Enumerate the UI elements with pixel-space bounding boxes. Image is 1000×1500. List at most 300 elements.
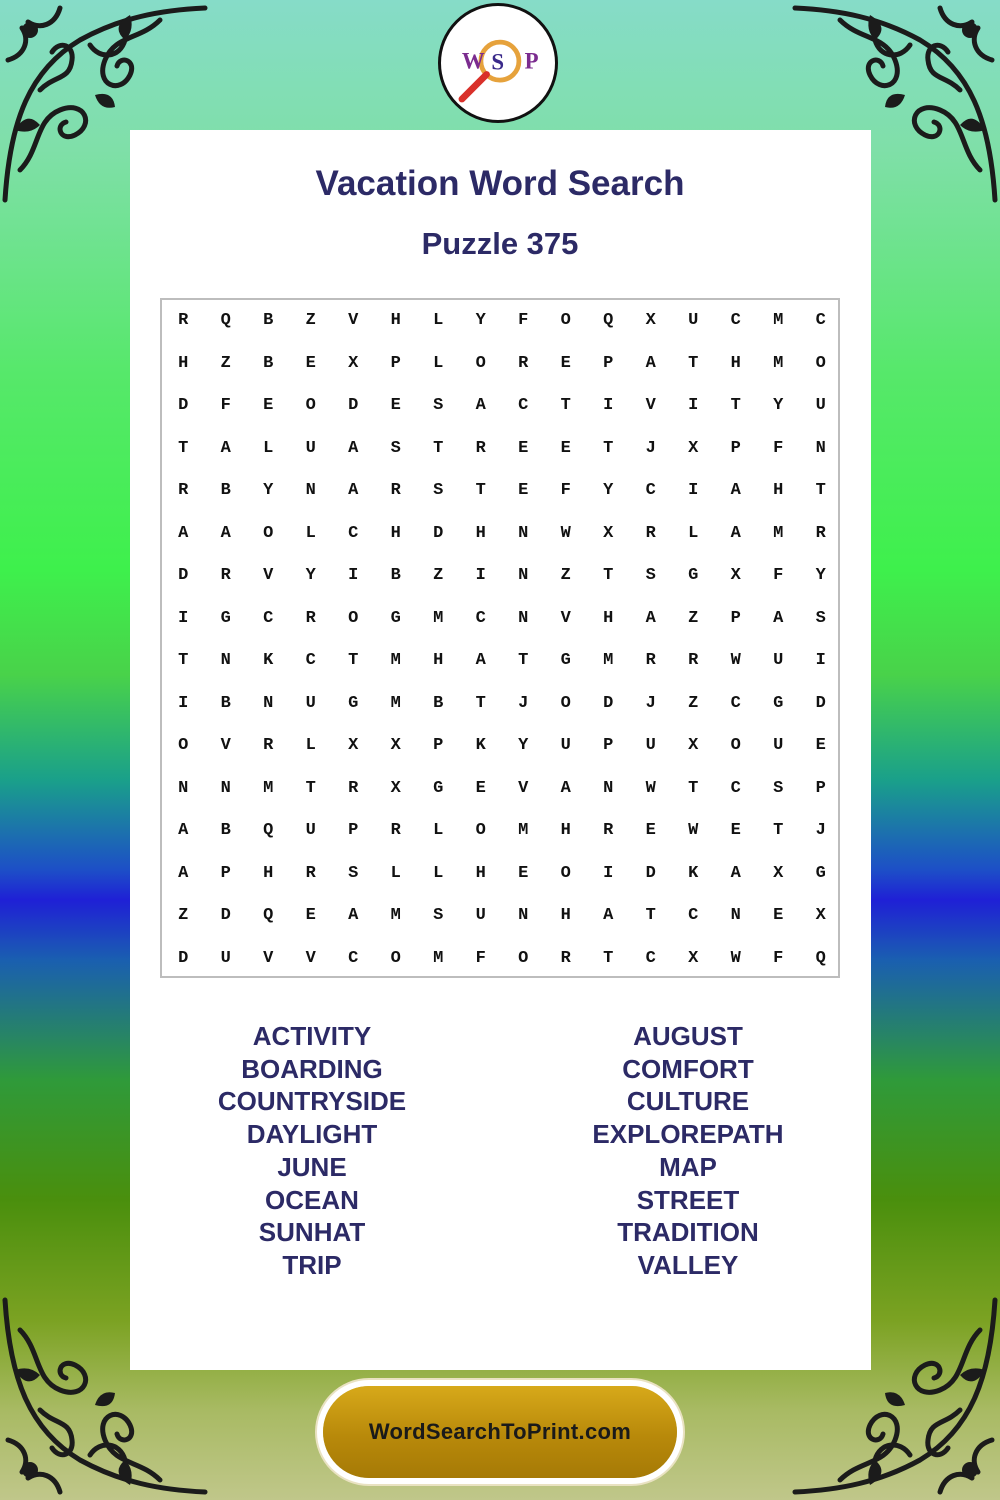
grid-cell[interactable]: S (433, 396, 444, 415)
letter-grid[interactable] (160, 298, 840, 978)
grid-cell[interactable]: R (688, 651, 699, 670)
grid-cell[interactable]: A (178, 863, 189, 883)
grid-cell[interactable]: U (773, 651, 784, 670)
grid-cell[interactable]: V (263, 566, 274, 585)
word-list-item: COUNTRYSIDE (217, 1086, 407, 1117)
grid-cell[interactable]: G (773, 693, 784, 713)
grid-cell[interactable]: U (475, 906, 486, 925)
grid-cell[interactable]: A (178, 821, 189, 840)
grid-cell[interactable]: A (773, 608, 784, 628)
grid-cell[interactable]: P (220, 863, 231, 883)
grid-cell[interactable]: E (560, 353, 571, 373)
grid-cell[interactable]: X (773, 863, 784, 883)
grid-cell[interactable]: T (815, 481, 826, 500)
grid-cell[interactable]: H (433, 651, 444, 670)
grid-cell[interactable]: G (390, 608, 401, 628)
grid-cell[interactable]: O (178, 736, 189, 755)
grid-cell[interactable]: F (773, 438, 784, 458)
grid-cell[interactable]: V (305, 948, 316, 968)
grid-cell[interactable]: E (518, 481, 529, 500)
grid-cell[interactable]: D (178, 948, 189, 968)
grid-cell[interactable]: H (475, 523, 486, 543)
grid-cell[interactable]: U (688, 311, 699, 330)
grid-cell[interactable]: F (773, 948, 784, 968)
grid-cell[interactable]: G (433, 778, 444, 798)
grid-cell[interactable]: N (178, 778, 189, 798)
grid-cell[interactable]: R (560, 948, 571, 968)
grid-cell[interactable]: E (773, 906, 784, 925)
website-banner[interactable] (323, 1386, 677, 1478)
word-list-item: JUNE (277, 1151, 347, 1182)
grid-cell[interactable]: Z (688, 608, 699, 628)
wsp-logo (438, 3, 558, 123)
grid-cell[interactable]: C (730, 693, 741, 713)
grid-cell[interactable]: W (645, 778, 656, 798)
word-list-item: CULTURE (626, 1086, 750, 1117)
grid-cell[interactable]: P (730, 438, 741, 458)
grid-cell[interactable]: Z (305, 311, 316, 330)
grid-row (162, 810, 838, 853)
grid-cell[interactable]: U (645, 736, 656, 755)
word-list-item: STREET (636, 1184, 740, 1215)
grid-cell[interactable]: G (220, 608, 231, 628)
word-list-item: MAP (659, 1151, 717, 1182)
grid-cell[interactable]: M (390, 651, 401, 670)
grid-cell[interactable]: O (348, 608, 359, 628)
grid-cell[interactable]: V (645, 396, 656, 415)
grid-cell[interactable]: O (390, 948, 401, 968)
grid-cell[interactable]: A (645, 608, 656, 628)
grid-cell[interactable]: O (560, 693, 571, 713)
word-list-item: DAYLIGHT (246, 1119, 378, 1150)
grid-cell[interactable]: Z (178, 906, 189, 925)
grid-cell[interactable]: Y (305, 566, 316, 585)
grid-cell[interactable]: A (730, 481, 741, 500)
word-list-item: TRADITION (617, 1217, 759, 1248)
grid-cell[interactable]: H (560, 906, 571, 925)
grid-cell[interactable]: C (815, 311, 826, 330)
grid-cell[interactable]: R (263, 736, 274, 755)
grid-cell[interactable]: E (305, 353, 316, 373)
grid-cell[interactable]: R (305, 863, 316, 883)
grid-cell[interactable]: B (220, 693, 231, 713)
grid-cell[interactable]: A (348, 481, 359, 500)
grid-cell[interactable]: H (603, 608, 614, 628)
grid-cell[interactable]: X (390, 736, 401, 755)
grid-cell[interactable]: A (348, 906, 359, 925)
grid-cell[interactable]: O (518, 948, 529, 968)
grid-cell[interactable]: Q (263, 821, 274, 840)
grid-cell[interactable]: A (730, 523, 741, 543)
grid-cell[interactable]: Y (475, 311, 486, 330)
grid-cell[interactable]: S (433, 481, 444, 500)
grid-row (162, 725, 838, 768)
grid-row (162, 853, 838, 896)
grid-cell[interactable]: M (263, 778, 274, 798)
grid-cell[interactable]: O (475, 821, 486, 840)
word-list-item: VALLEY (637, 1249, 739, 1280)
grid-cell[interactable]: Y (518, 736, 529, 755)
word-list-item: AUGUST (633, 1021, 743, 1051)
grid-cell[interactable]: L (433, 863, 444, 883)
grid-cell[interactable]: M (390, 906, 401, 925)
grid-row (162, 513, 838, 556)
grid-cell[interactable]: N (305, 481, 316, 500)
grid-cell[interactable]: D (645, 863, 656, 883)
word-list-item: ACTIVITY (252, 1021, 372, 1051)
grid-cell[interactable]: I (688, 481, 699, 500)
word-list-item: EXPLOREPATH (592, 1119, 784, 1150)
grid-cell[interactable]: C (263, 608, 274, 628)
grid-cell[interactable]: X (730, 566, 741, 585)
grid-cell[interactable]: Q (220, 311, 231, 330)
grid-cell[interactable]: R (645, 523, 656, 543)
grid-cell[interactable]: E (305, 906, 316, 925)
grid-cell[interactable]: L (688, 523, 699, 543)
grid-cell[interactable]: F (475, 948, 486, 968)
grid-cell[interactable]: L (263, 438, 274, 458)
grid-cell[interactable]: O (560, 311, 571, 330)
grid-cell[interactable]: B (263, 311, 274, 330)
grid-cell[interactable]: H (178, 353, 189, 373)
grid-cell[interactable]: C (348, 948, 359, 968)
grid-cell[interactable]: R (178, 311, 189, 330)
grid-cell[interactable]: C (475, 608, 486, 628)
grid-cell[interactable]: G (815, 863, 826, 883)
grid-cell[interactable]: E (560, 438, 571, 458)
grid-cell[interactable]: R (220, 566, 231, 585)
grid-cell[interactable]: G (348, 693, 359, 713)
grid-cell[interactable]: F (220, 396, 231, 415)
grid-cell[interactable]: Q (815, 948, 826, 968)
grid-cell[interactable]: I (688, 396, 699, 415)
grid-cell[interactable]: S (773, 778, 784, 798)
grid-cell[interactable]: V (560, 608, 571, 628)
grid-row (162, 938, 838, 981)
grid-cell[interactable]: P (730, 608, 741, 628)
grid-cell[interactable]: Q (263, 906, 274, 925)
grid-cell[interactable]: G (688, 566, 699, 585)
word-list-item: SUNHAT (258, 1217, 366, 1248)
grid-cell[interactable]: E (518, 438, 529, 458)
grid-cell[interactable]: R (390, 821, 401, 840)
grid-cell[interactable]: S (433, 906, 444, 925)
grid-cell[interactable]: X (603, 523, 614, 543)
grid-cell[interactable]: C (645, 948, 656, 968)
grid-cell[interactable]: N (815, 438, 826, 458)
grid-cell[interactable]: B (263, 353, 274, 373)
grid-cell[interactable]: R (348, 778, 359, 798)
grid-cell[interactable]: L (433, 353, 444, 373)
grid-cell[interactable]: F (773, 566, 784, 585)
grid-row (162, 470, 838, 513)
grid-cell[interactable]: X (688, 948, 699, 968)
grid-cell[interactable]: V (263, 948, 274, 968)
word-list-item: COMFORT (622, 1053, 754, 1084)
grid-cell[interactable]: X (645, 311, 656, 330)
grid-cell[interactable]: N (263, 693, 274, 713)
grid-cell[interactable]: T (348, 651, 359, 670)
grid-cell[interactable]: T (688, 778, 699, 798)
grid-cell[interactable]: C (348, 523, 359, 543)
grid-cell[interactable]: A (645, 353, 656, 373)
grid-cell[interactable]: Y (815, 566, 826, 585)
grid-cell[interactable]: J (518, 693, 529, 713)
grid-cell[interactable]: Q (603, 311, 614, 330)
logo-letter-s: S (491, 49, 505, 75)
grid-cell[interactable]: D (348, 396, 359, 415)
grid-cell[interactable]: W (730, 948, 741, 968)
grid-cell[interactable]: T (603, 948, 614, 968)
word-list-item: TRIP (282, 1249, 342, 1280)
grid-cell[interactable]: M (518, 821, 529, 840)
grid-cell[interactable]: F (560, 481, 571, 500)
grid-cell[interactable]: J (645, 693, 656, 713)
puzzle-number: Puzzle 375 (421, 226, 579, 261)
grid-cell[interactable]: Y (603, 481, 614, 500)
grid-cell[interactable]: A (348, 438, 359, 458)
grid-cell[interactable]: D (433, 523, 444, 543)
grid-cell[interactable]: E (815, 736, 826, 755)
grid-cell[interactable]: N (518, 608, 529, 628)
grid-cell[interactable]: I (178, 693, 189, 713)
grid-row (162, 640, 838, 683)
grid-cell[interactable]: J (815, 821, 826, 840)
grid-cell[interactable]: A (730, 863, 741, 883)
grid-cell[interactable]: P (815, 778, 826, 798)
grid-cell[interactable]: T (178, 651, 189, 670)
grid-row (162, 428, 838, 471)
grid-row (162, 555, 838, 598)
grid-cell[interactable]: I (603, 396, 614, 415)
grid-cell[interactable]: X (688, 736, 699, 755)
logo-letter-w: W (461, 48, 485, 74)
grid-cell[interactable]: C (730, 311, 741, 330)
grid-cell[interactable]: R (305, 608, 316, 628)
grid-cell[interactable]: E (263, 396, 274, 415)
grid-cell[interactable]: T (773, 821, 784, 840)
word-list-item: OCEAN (265, 1184, 359, 1215)
grid-cell[interactable]: V (518, 778, 529, 798)
grid-cell[interactable]: N (603, 778, 614, 798)
grid-cell[interactable]: K (688, 863, 699, 883)
grid-cell[interactable]: X (390, 778, 401, 798)
grid-cell[interactable]: C (645, 481, 656, 500)
grid-cell[interactable]: B (220, 481, 231, 500)
grid-cell[interactable]: O (263, 523, 274, 543)
grid-cell[interactable]: Z (433, 566, 444, 585)
grid-cell[interactable]: I (603, 863, 614, 883)
grid-cell[interactable]: R (518, 353, 529, 373)
grid-cell[interactable]: P (348, 821, 359, 840)
grid-cell[interactable]: J (645, 438, 656, 458)
grid-cell[interactable]: H (390, 523, 401, 543)
grid-cell[interactable]: U (815, 396, 826, 415)
grid-cell[interactable]: T (730, 396, 741, 415)
grid-cell[interactable]: T (475, 693, 486, 713)
grid-cell[interactable]: O (730, 736, 741, 755)
grid-cell[interactable]: H (560, 821, 571, 840)
grid-cell[interactable]: T (305, 778, 316, 798)
grid-cell[interactable]: D (815, 693, 826, 713)
grid-cell[interactable]: A (560, 778, 571, 798)
grid-cell[interactable]: S (645, 566, 656, 585)
grid-cell[interactable]: H (263, 863, 274, 883)
grid-cell[interactable]: H (390, 311, 401, 330)
word-list-left (162, 1020, 462, 1282)
grid-row (162, 683, 838, 726)
grid-cell[interactable]: N (220, 778, 231, 798)
grid-cell[interactable]: T (560, 396, 571, 415)
grid-row (162, 343, 838, 386)
grid-row (162, 895, 838, 938)
grid-cell[interactable]: G (560, 651, 571, 670)
grid-cell[interactable]: U (305, 821, 316, 840)
grid-cell[interactable]: P (603, 353, 614, 373)
grid-cell[interactable]: Z (560, 566, 571, 585)
grid-cell[interactable]: R (645, 651, 656, 670)
grid-cell[interactable]: S (348, 863, 359, 883)
grid-cell[interactable]: R (475, 438, 486, 458)
grid-cell[interactable]: O (560, 863, 571, 883)
grid-cell[interactable]: I (178, 608, 189, 628)
grid-cell[interactable]: P (603, 736, 614, 755)
grid-cell[interactable]: B (390, 566, 401, 585)
grid-cell[interactable]: M (390, 693, 401, 713)
grid-cell[interactable]: N (220, 651, 231, 670)
grid-cell[interactable]: H (730, 353, 741, 373)
grid-cell[interactable]: L (433, 311, 444, 330)
grid-cell[interactable]: R (815, 523, 826, 543)
grid-cell[interactable]: U (773, 736, 784, 755)
grid-cell[interactable]: W (730, 651, 741, 670)
grid-cell[interactable]: A (475, 396, 486, 415)
grid-cell[interactable]: Z (220, 353, 231, 373)
grid-cell[interactable]: I (348, 566, 359, 585)
grid-cell[interactable]: I (475, 566, 486, 585)
grid-cell[interactable]: Z (688, 693, 699, 713)
grid-cell[interactable]: P (433, 736, 444, 755)
grid-cell[interactable]: R (603, 821, 614, 840)
grid-cell[interactable]: M (433, 948, 444, 968)
grid-cell[interactable]: W (688, 821, 699, 840)
grid-cell[interactable]: M (773, 353, 784, 373)
grid-cell[interactable]: U (305, 438, 316, 458)
grid-cell[interactable]: M (603, 651, 614, 670)
grid-cell[interactable]: T (433, 438, 444, 458)
grid-cell[interactable]: E (390, 396, 401, 415)
grid-cell[interactable]: V (220, 736, 231, 755)
grid-cell[interactable]: X (815, 906, 826, 925)
grid-cell[interactable]: T (688, 353, 699, 373)
grid-cell[interactable]: H (773, 481, 784, 500)
grid-cell[interactable]: R (390, 481, 401, 500)
grid-cell[interactable]: C (688, 906, 699, 925)
grid-cell[interactable]: S (390, 438, 401, 458)
grid-cell[interactable]: L (390, 863, 401, 883)
grid-cell[interactable]: E (518, 863, 529, 883)
grid-cell[interactable]: L (433, 821, 444, 840)
grid-cell[interactable]: C (730, 778, 741, 798)
grid-cell[interactable]: C (518, 396, 529, 415)
grid-cell[interactable]: D (220, 906, 231, 925)
grid-cell[interactable]: N (518, 523, 529, 543)
grid-cell[interactable]: U (305, 693, 316, 713)
grid-cell[interactable]: Y (773, 396, 784, 415)
grid-cell[interactable]: N (730, 906, 741, 925)
grid-cell[interactable]: X (688, 438, 699, 458)
page-title: Vacation Word Search (315, 164, 685, 203)
grid-cell[interactable]: T (645, 906, 656, 925)
grid-cell[interactable]: T (603, 566, 614, 585)
grid-cell[interactable]: K (475, 736, 486, 755)
grid-cell[interactable]: B (220, 821, 231, 840)
grid-cell[interactable]: L (305, 523, 316, 543)
grid-cell[interactable]: Y (263, 481, 274, 500)
grid-row (162, 598, 838, 641)
grid-cell[interactable]: N (518, 566, 529, 585)
word-list-right (538, 1020, 838, 1282)
grid-cell[interactable]: W (560, 523, 571, 543)
grid-cell[interactable]: H (475, 863, 486, 883)
grid-cell[interactable]: I (815, 651, 826, 670)
grid-cell[interactable]: M (433, 608, 444, 628)
grid-cell[interactable]: U (560, 736, 571, 755)
grid-cell[interactable]: T (475, 481, 486, 500)
website-link[interactable]: WordSearchToPrint.com (368, 1419, 632, 1444)
grid-cell[interactable]: U (220, 948, 231, 968)
grid-cell[interactable]: E (475, 778, 486, 798)
grid-cell[interactable]: R (178, 481, 189, 500)
grid-cell[interactable]: N (518, 906, 529, 925)
grid-cell[interactable]: C (305, 651, 316, 670)
grid-cell[interactable]: X (348, 736, 359, 755)
grid-cell[interactable]: A (220, 523, 231, 543)
grid-cell[interactable]: A (220, 438, 231, 458)
grid-cell[interactable]: X (348, 353, 359, 373)
grid-cell[interactable]: D (178, 566, 189, 585)
grid-row (162, 385, 838, 428)
grid-cell[interactable]: T (603, 438, 614, 458)
grid-cell[interactable]: O (815, 353, 826, 373)
grid-cell[interactable]: S (815, 608, 826, 628)
grid-cell[interactable]: P (390, 353, 401, 373)
grid-cell[interactable]: E (645, 821, 656, 840)
grid-cell[interactable]: M (773, 523, 784, 543)
grid-cell[interactable]: V (348, 311, 359, 330)
grid-cell[interactable]: T (178, 438, 189, 458)
magnifying-glass-icon (441, 6, 555, 120)
grid-row (162, 768, 838, 811)
grid-cell[interactable]: O (475, 353, 486, 373)
grid-cell[interactable]: D (603, 693, 614, 713)
grid-row (162, 300, 838, 343)
logo-letter-p: P (524, 48, 539, 74)
grid-cell[interactable]: O (305, 396, 316, 415)
grid-cell[interactable]: B (433, 693, 444, 713)
grid-cell[interactable]: L (305, 736, 316, 755)
grid-cell[interactable]: K (263, 651, 274, 670)
grid-cell[interactable]: M (773, 311, 784, 330)
word-list-item: BOARDING (241, 1053, 383, 1084)
grid-cell[interactable]: A (475, 651, 486, 670)
grid-cell[interactable]: D (178, 396, 189, 415)
grid-cell[interactable]: A (178, 523, 189, 543)
grid-cell[interactable]: A (603, 906, 614, 925)
grid-cell[interactable]: E (730, 821, 741, 840)
grid-cell[interactable]: T (518, 651, 529, 670)
grid-cell[interactable]: F (518, 311, 529, 330)
